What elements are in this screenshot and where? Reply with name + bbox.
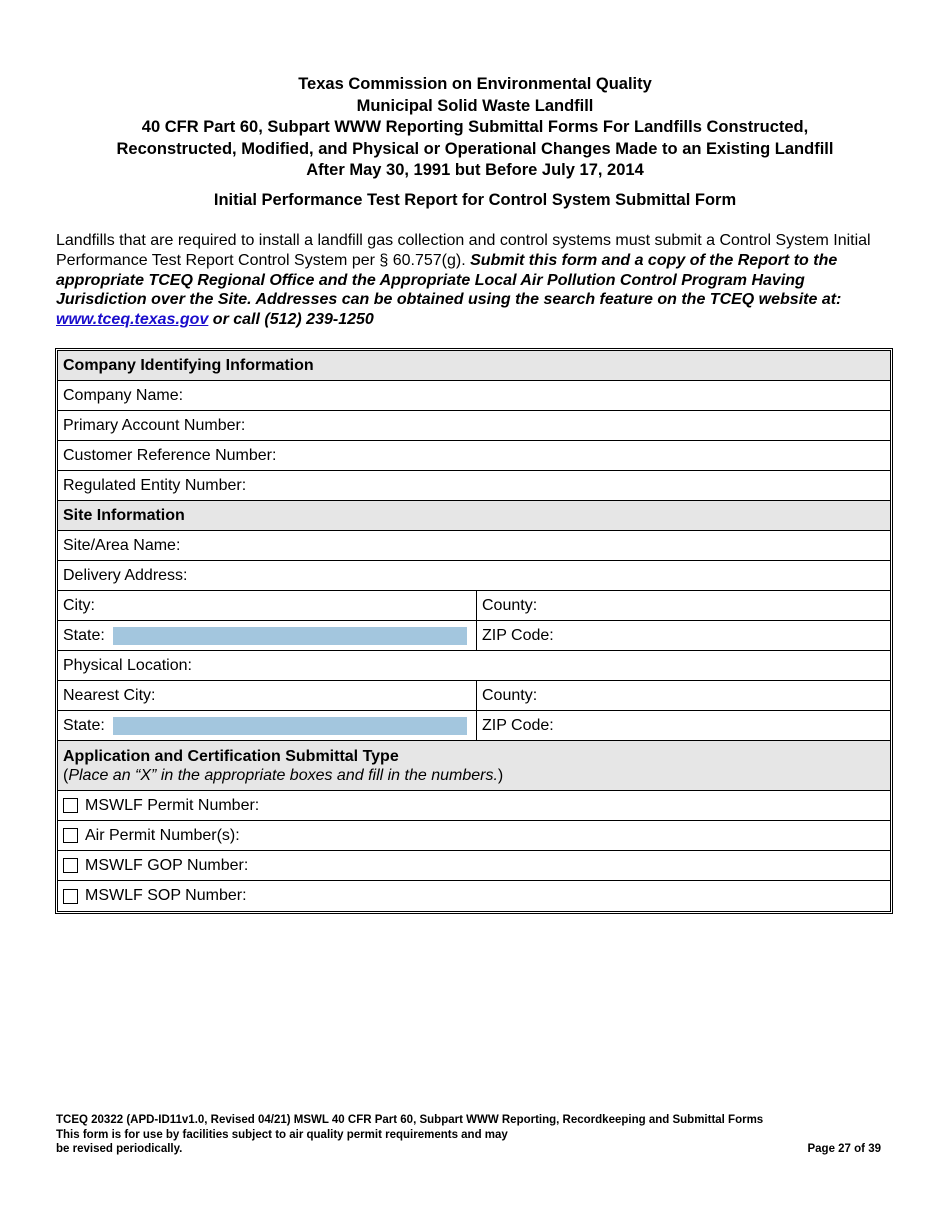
nearest-city-county-row (58, 681, 890, 711)
state-field-cell-2 (58, 711, 477, 740)
state-dropdown[interactable] (113, 627, 467, 645)
state-zip-row-2 (58, 711, 890, 741)
section-instructions: (Place an “X” in the appropriate boxes and fill in the numbers.) (63, 766, 504, 784)
county-label: County: (482, 596, 538, 614)
county-label-2: County: (482, 686, 538, 704)
regulated-entity-row[interactable] (58, 471, 890, 501)
regulated-entity-label: Regulated Entity Number: (63, 476, 247, 494)
city-label: City: (63, 596, 95, 614)
delivery-address-label: Delivery Address: (63, 566, 188, 584)
mswlf-sop-label: MSWLF SOP Number: (85, 887, 247, 904)
site-area-row[interactable] (58, 531, 890, 561)
agency-title: Texas Commission on Environmental Quality (298, 75, 652, 93)
regulation-title-2: Reconstructed, Modified, and Physical or Operational Changes Made to an Existing Landfill (116, 139, 834, 158)
zip-field[interactable] (477, 621, 890, 650)
form-subtitle: Initial Performance Test Report for Control System Submittal Form (213, 191, 737, 209)
section-title: Application and Certification Submittal Type (63, 747, 399, 765)
mswlf-gop-row (58, 851, 890, 881)
nearest-city-field[interactable] (58, 681, 477, 710)
program-title: Municipal Solid Waste Landfill (356, 96, 594, 115)
regulation-title-3: After May 30, 1991 but Before July 17, 2014 (306, 161, 644, 179)
site-section-header (58, 501, 890, 531)
submittal-form-table (55, 348, 893, 914)
tceq-website-link[interactable]: www.tceq.texas.gov (56, 311, 209, 329)
page-footer (56, 1113, 881, 1157)
mswlf-sop-row (58, 881, 890, 911)
city-county-row (58, 591, 890, 621)
delivery-address-row[interactable] (58, 561, 890, 591)
site-area-label: Site/Area Name: (63, 536, 181, 554)
state-label: State: (63, 626, 105, 644)
county-field[interactable] (477, 591, 890, 620)
state-dropdown-2[interactable] (113, 717, 467, 735)
county-field-2[interactable] (477, 681, 890, 710)
city-field[interactable] (58, 591, 477, 620)
intro-instructions: Submit this form and a copy of the Report to the appropriate TCEQ Regional Office and the Appropriate Local Air Pollution Control Program Having Jurisdiction over the Site. Addresses can be obtained using the search feature on the TCEQ website at: (56, 251, 842, 309)
customer-reference-row[interactable] (58, 441, 890, 471)
mswlf-sop-checkbox[interactable] (63, 889, 78, 904)
zip-label-2: ZIP Code: (482, 716, 554, 734)
application-section-header (58, 741, 890, 791)
zip-label: ZIP Code: (482, 626, 554, 644)
company-section-header (58, 351, 890, 381)
air-permit-checkbox[interactable] (63, 828, 78, 843)
primary-account-row[interactable] (58, 411, 890, 441)
intro-paragraph (56, 231, 896, 330)
company-name-label: Company Name: (63, 386, 184, 404)
state-label-2: State: (63, 716, 105, 734)
section-title: Site Information (63, 506, 185, 524)
mswlf-permit-checkbox[interactable] (63, 798, 78, 813)
intro-text: Landfills that are required to install a landfill gas collection and control systems must submit a Control System Initial Performance Test Report Control System per § 60.757(g). (56, 232, 871, 269)
customer-reference-label: Customer Reference Number: (63, 446, 277, 464)
physical-location-label: Physical Location: (63, 656, 192, 674)
air-permit-label: Air Permit Number(s): (85, 826, 240, 844)
mswlf-gop-checkbox[interactable] (63, 858, 78, 873)
nearest-city-label: Nearest City: (63, 686, 156, 704)
section-title: Company Identifying Information (63, 356, 314, 374)
footer-note-2: be revised periodically. (56, 1143, 183, 1155)
state-field-cell (58, 621, 477, 650)
form-id: TCEQ 20322 (APD-ID11v1.0, Revised 04/21) MSWL 40 CFR Part 60, Subpart WWW Reporting, Recordkeeping and Submittal Forms (56, 1114, 764, 1126)
physical-location-row[interactable] (58, 651, 890, 681)
mswlf-permit-label: MSWLF Permit Number: (85, 796, 260, 814)
zip-field-2[interactable] (477, 711, 890, 740)
form-header (40, 74, 910, 182)
regulation-title-1: 40 CFR Part 60, Subpart WWW Reporting Submittal Forms For Landfills Constructed, (141, 118, 809, 136)
intro-phone: or call (512) 239-1250 (208, 311, 374, 329)
company-name-row[interactable] (58, 381, 890, 411)
footer-note-1: This form is for use by facilities subject to air quality permit requirements and may (56, 1128, 508, 1141)
mswlf-gop-label: MSWLF GOP Number: (85, 856, 249, 874)
page-number: Page 27 of 39 (807, 1143, 881, 1155)
air-permit-row (58, 821, 890, 851)
state-zip-row (58, 621, 890, 651)
mswlf-permit-row (58, 791, 890, 821)
primary-account-label: Primary Account Number: (63, 416, 246, 434)
